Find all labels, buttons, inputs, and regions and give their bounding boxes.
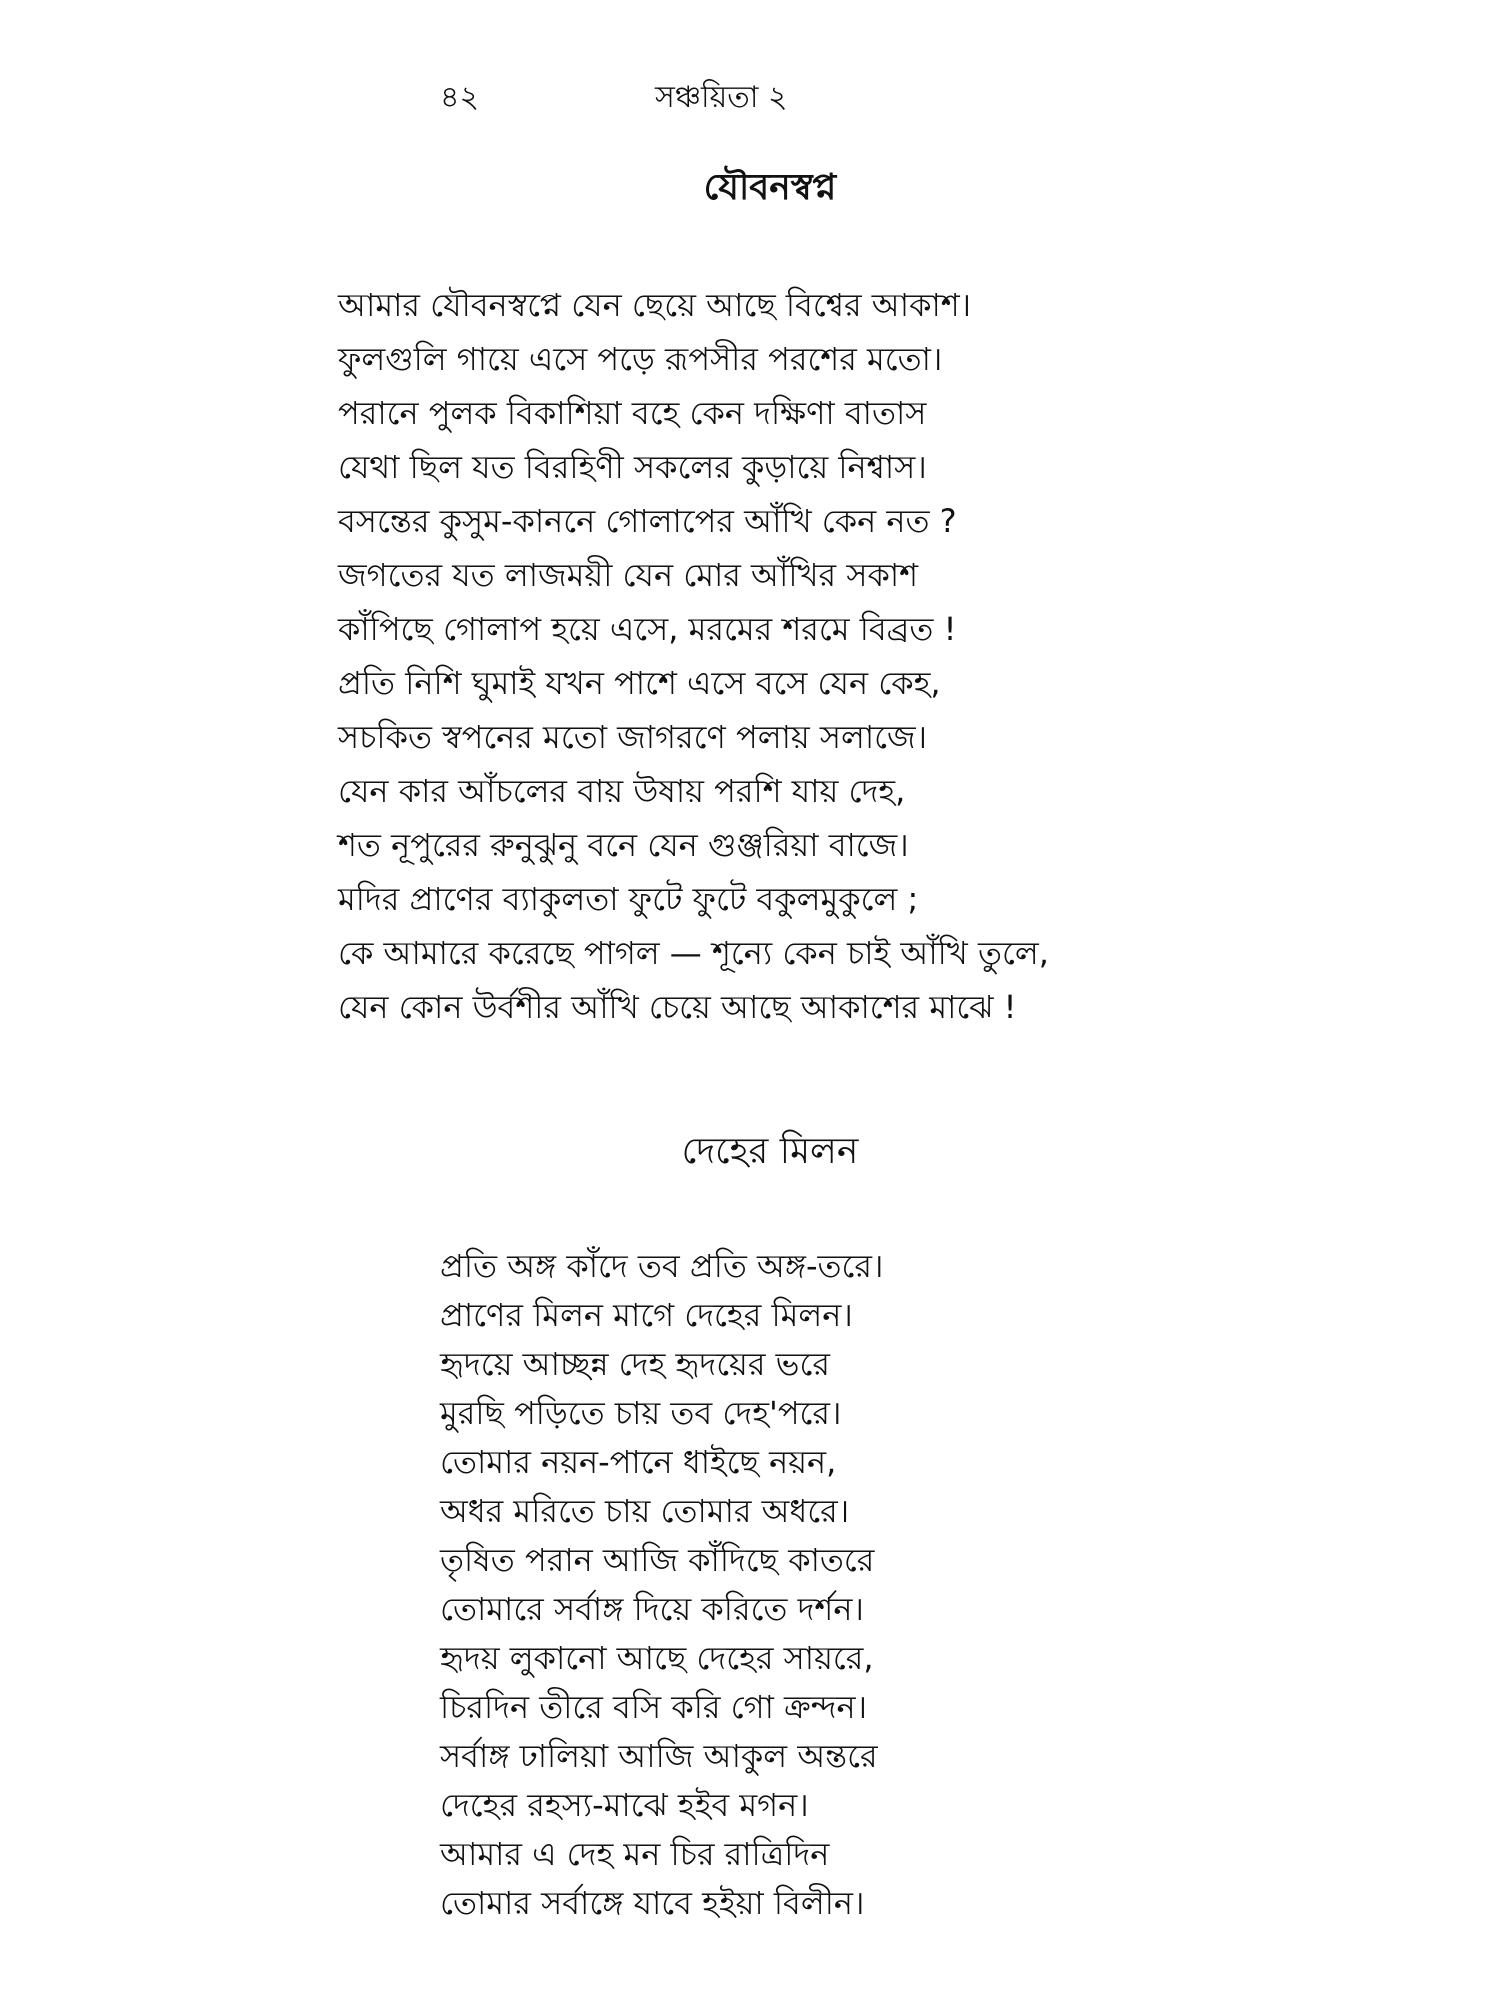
poem-line: হৃদয়ে আচ্ছন্ন দেহ হৃদয়ের ভরে (440, 1345, 830, 1383)
poem-line: দেহের রহস্য-মাঝে হইব মগন। (440, 1786, 809, 1824)
poem-line: হৃদয় লুকানো আছে দেহের সায়রে, (440, 1639, 874, 1677)
poem-body-joubonswapno (338, 278, 1338, 1034)
poem-line: কে আমারে করেছে পাগল — শূন্যে কেন চাই আঁখি তুলে, (338, 934, 1049, 972)
poem-line: তৃষিত পরান আজি কাঁদিছে কাতরে (440, 1541, 875, 1579)
poem-line: আমার যৌবনস্বপ্নে যেন ছেয়ে আছে বিশ্বের আকাশ। (338, 286, 972, 324)
poem-title-deher-milon: দেহের মিলন (681, 1131, 859, 1172)
poem-line: সচকিত স্বপনের মতো জাগরণে পলায় সলাজে। (338, 718, 928, 756)
poem-line: যেথা ছিল যত বিরহিণী সকলের কুড়ায়ে নিশ্বাস। (338, 448, 927, 486)
poem-line: যেন কোন উর্বশীর আঁখি চেয়ে আছে আকাশের মাঝে ! (338, 988, 1017, 1026)
poem-line: প্রাণের মিলন মাগে দেহের মিলন। (440, 1296, 853, 1334)
poem-line: মুরছি পড়িতে চায় তব দেহ'পরে। (440, 1394, 842, 1432)
poem-line: আমার এ দেহ মন চির রাত্রিদিন (440, 1835, 830, 1873)
poem-line: সর্বাঙ্গ ঢালিয়া আজি আকুল অন্তরে (440, 1737, 878, 1775)
poem-line: প্রতি অঙ্গ কাঁদে তব প্রতি অঙ্গ-তরে। (440, 1247, 884, 1285)
poem-line: ফুলগুলি গায়ে এসে পড়ে রূপসীর পরশের মতো। (338, 340, 943, 378)
poem-line: শত নূপুরের রুনুঝুনু বনে যেন গুঞ্জরিয়া বাজে। (338, 826, 909, 864)
poem-line: কাঁপিছে গোলাপ হয়ে এসে, মরমের শরমে বিব্রত ! (338, 610, 957, 648)
poem-line: বসন্তের কুসুম-কাননে গোলাপের আঁখি কেন নত ? (338, 502, 957, 540)
poem-line: পরানে পুলক বিকাশিয়া বহে কেন দক্ষিণা বাতাস (338, 394, 927, 432)
poem-line: অধর মরিতে চায় তোমার অধরে। (440, 1492, 850, 1530)
poem-title-joubonswapno: যৌবনস্বপ্ন (703, 167, 837, 208)
poem-line: প্রতি নিশি ঘুমাই যখন পাশে এসে বসে যেন কেহ, (338, 664, 941, 702)
page-number: ৪২ (440, 80, 479, 115)
poem-line: তোমার সর্বাঙ্গে যাবে হইয়া বিলীন। (440, 1884, 865, 1922)
poem-line: তোমার নয়ন-পানে ধাইছে নয়ন, (440, 1443, 837, 1481)
poem-line: মদির প্রাণের ব্যাকুলতা ফুটে ফুটে বকুলমুকুলে ; (338, 880, 919, 918)
poem-body-deher-milon (440, 1242, 1200, 1928)
poem-line: জগতের যত লাজময়ী যেন মোর আঁখির সকাশ (338, 556, 919, 594)
running-header (0, 78, 1500, 128)
poem-line: যেন কার আঁচলের বায় উষায় পরশি যায় দেহ, (338, 772, 906, 810)
book-title: সঞ্চয়িতা ২ (655, 80, 788, 115)
poem-line: তোমারে সর্বাঙ্গ দিয়ে করিতে দর্শন। (440, 1590, 864, 1628)
poem-line: চিরদিন তীরে বসি করি গো ক্রন্দন। (440, 1688, 868, 1726)
